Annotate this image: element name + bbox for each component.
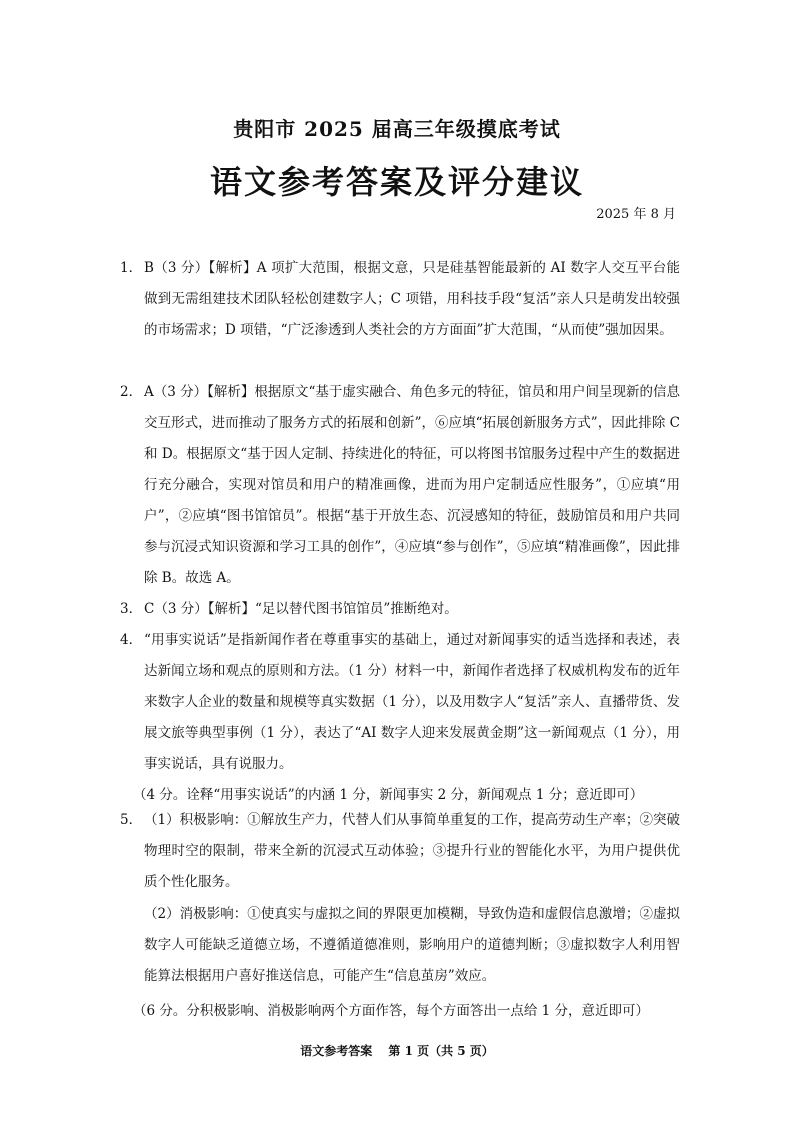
item-text: （1）积极影响：①解放生产力，代替人们从事简单重复的工作，提高劳动生产率；②突破物理时空的限制，带来全新的沉浸式互动体验；③提升行业的智能化水平，为用户提供优质个性化服务。 — [144, 812, 680, 890]
scoring-note-4: （4 分。诠释“用事实说话”的内涵 1 分，新闻事实 2 分，新闻观点 1 分；意近即可） — [133, 787, 644, 803]
answer-item-2 — [120, 377, 680, 594]
item-text: C（3 分）【解析】“足以替代图书馆馆员”推断绝对。 — [144, 601, 458, 617]
exam-title: 贵阳市 2025 届高三年级摸底考试 — [233, 117, 561, 141]
answer-item-1 — [120, 253, 680, 346]
item-text: “用事实说话”是指新闻作者在尊重事实的基础上，通过对新闻事实的适当选择和表述，表达新闻立场和观点的原则和方法。（1 分）材料一中，新闻作者选择了权威机构发布的近年来数字人企业的数量和规模等真实数据（1 分），以及用数字人“复活”亲人、直播带货、发展文旅等典型事例（1 分），表达了“AI 数字人迎来发展黄金期”这一新闻观点（1 分），用事实说话，具有说服力。 — [144, 632, 680, 772]
item-text: B（3 分）【解析】A 项扩大范围，根据文意，只是硅基智能最新的 AI 数字人交互平台能做到无需组建技术团队轻松创建数字人；C 项错，用科技手段“复活”亲人只是萌发出较强的市场需求；D 项错，“广泛渗透到人类社会的方方面面”扩大范围，“从而使”强加因果。 — [144, 260, 680, 338]
document-title: 语文参考答案及评分建议 — [209, 163, 584, 201]
footer-page-number: 第 1 页（共 5 页） — [388, 1044, 494, 1058]
item-number: 4． — [120, 632, 143, 648]
answer-item-5 — [120, 805, 680, 898]
item-number: 1． — [120, 260, 143, 276]
answer-item-4 — [120, 625, 680, 780]
scoring-note-5: （6 分。分积极影响、消极影响两个方面作答，每个方面答出一点给 1 分，意近即可） — [133, 1003, 650, 1019]
item-text: A（3 分）【解析】根据原文“基于虚实融合、角色多元的特征，馆员和用户间呈现新的信息交互形式，进而推动了服务方式的拓展和创新”，⑥应填“拓展创新服务方式”，因此排除 C 和 D。根据原文“基于因人定制、持续进化的特征，可以将图书馆服务过程中产生的数据进行充分融合，实现对馆员和用户的精准画像，进而为用户定制适应性服务”，①应填“用户”，②应填“图书馆馆员”。根据“基于开放生态、沉浸感知的特征，鼓励馆员和用户共同参与沉浸式知识资源和学习工具的创作”，④应填“参与创作”，⑤应填“精准画像”，因此排除 B。故选 A。 — [144, 384, 680, 586]
footer-label: 语文参考答案 — [300, 1044, 373, 1058]
item-number: 5． — [120, 812, 143, 828]
item-number: 2． — [120, 384, 143, 400]
item-number: 3． — [120, 601, 143, 617]
document-date: 2025 年 8 月 — [596, 207, 676, 222]
answer-item-3 — [120, 594, 680, 625]
page-footer — [0, 1042, 794, 1059]
item-subtext: （2）消极影响：①使真实与虚拟之间的界限更加模糊，导致伪造和虚假信息激增；②虚拟数字人可能缺乏道德立场，不遵循道德准则，影响用户的道德判断；③虚拟数字人利用智能算法根据用户喜好推送信息，可能产生“信息茧房”效应。 — [144, 906, 680, 984]
answer-item-5-sub — [131, 899, 680, 992]
